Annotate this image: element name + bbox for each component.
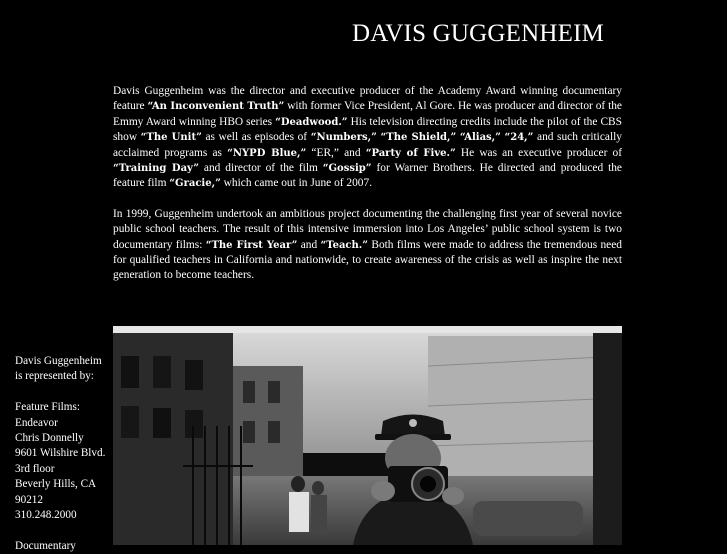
- bio-paragraph-2: [113, 207, 622, 284]
- text-segment: Davis Guggenheim was the director and executive producer of the Academy Award winning documentary feature: [113, 85, 622, 113]
- phone-number: 310.248.2000: [15, 509, 77, 522]
- rep-intro-line-2: is represented by:: [15, 370, 94, 383]
- title-highlight: “Training Day”: [113, 163, 199, 175]
- agency-name: Endeavor: [15, 416, 58, 429]
- text-segment: “ER,” and: [306, 146, 366, 159]
- page-title: DAVIS GUGGENHEIM: [352, 20, 605, 47]
- title-highlight: “Party of Five.”: [365, 147, 456, 159]
- title-highlight: “The First Year”: [205, 239, 298, 251]
- title-highlight: “Gracie,”: [169, 178, 221, 190]
- text-segment: In 1999, Guggenheim undertook an ambitious project documenting the challenging first year of several novice public school teachers. The result of this intensive immersion into Los Angeles’ public school system is two documentary films:: [113, 207, 622, 251]
- text-segment: as well as episodes of: [201, 131, 311, 144]
- title-highlight: “The Unit”: [140, 132, 202, 144]
- title-highlight: “NYPD Blue,”: [227, 147, 307, 159]
- representation-info: [15, 354, 110, 554]
- title-highlight: “Deadwood.”: [275, 116, 348, 128]
- rep-intro-line-1: Davis Guggenheim: [15, 355, 102, 367]
- title-highlight: “Teach.”: [320, 239, 369, 251]
- text-segment: with former Vice President, Al Gore. He was producer and director of the Emmy Award winning HBO series: [113, 100, 622, 128]
- address-zip: 90212: [15, 493, 43, 506]
- title-highlight: “24,”: [504, 132, 534, 144]
- photographer-photo: [113, 326, 622, 545]
- title-highlight: “The Shield,”: [380, 132, 457, 144]
- text-segment: and such critically acclaimed programs as: [113, 131, 622, 159]
- text-segment: for Warner Brothers. He directed and produced the feature film: [113, 162, 622, 190]
- text-segment: and: [297, 238, 321, 251]
- text-segment: His television directing credits include the pilot of the CBS show: [113, 115, 622, 144]
- title-highlight: “Gossip”: [322, 163, 372, 175]
- documentary-heading: Documentary: [15, 539, 76, 552]
- bio-paragraph-1: [113, 84, 622, 192]
- feature-films-heading: Feature Films:: [15, 401, 80, 414]
- address-line-2: 3rd floor: [15, 462, 55, 475]
- agent-name: Chris Donnelly: [15, 432, 84, 445]
- text-segment: and director of the film: [198, 162, 323, 175]
- biography: [113, 84, 622, 299]
- title-highlight: “Alias,”: [459, 132, 501, 144]
- title-highlight: “Numbers,”: [310, 132, 377, 144]
- text-segment: He was an executive producer of: [455, 146, 622, 159]
- text-segment: Both films were made to address the tremendous need for qualified teachers in California and nationwide, to create awareness of the crisis as well as inspire the next generation to become teachers.: [113, 238, 622, 282]
- title-highlight: “An Inconvenient Truth”: [147, 101, 285, 113]
- address-city: Beverly Hills, CA: [15, 478, 97, 491]
- text-segment: which came out in June of 2007.: [220, 177, 373, 190]
- address-line-1: 9601 Wilshire Blvd.: [15, 447, 106, 460]
